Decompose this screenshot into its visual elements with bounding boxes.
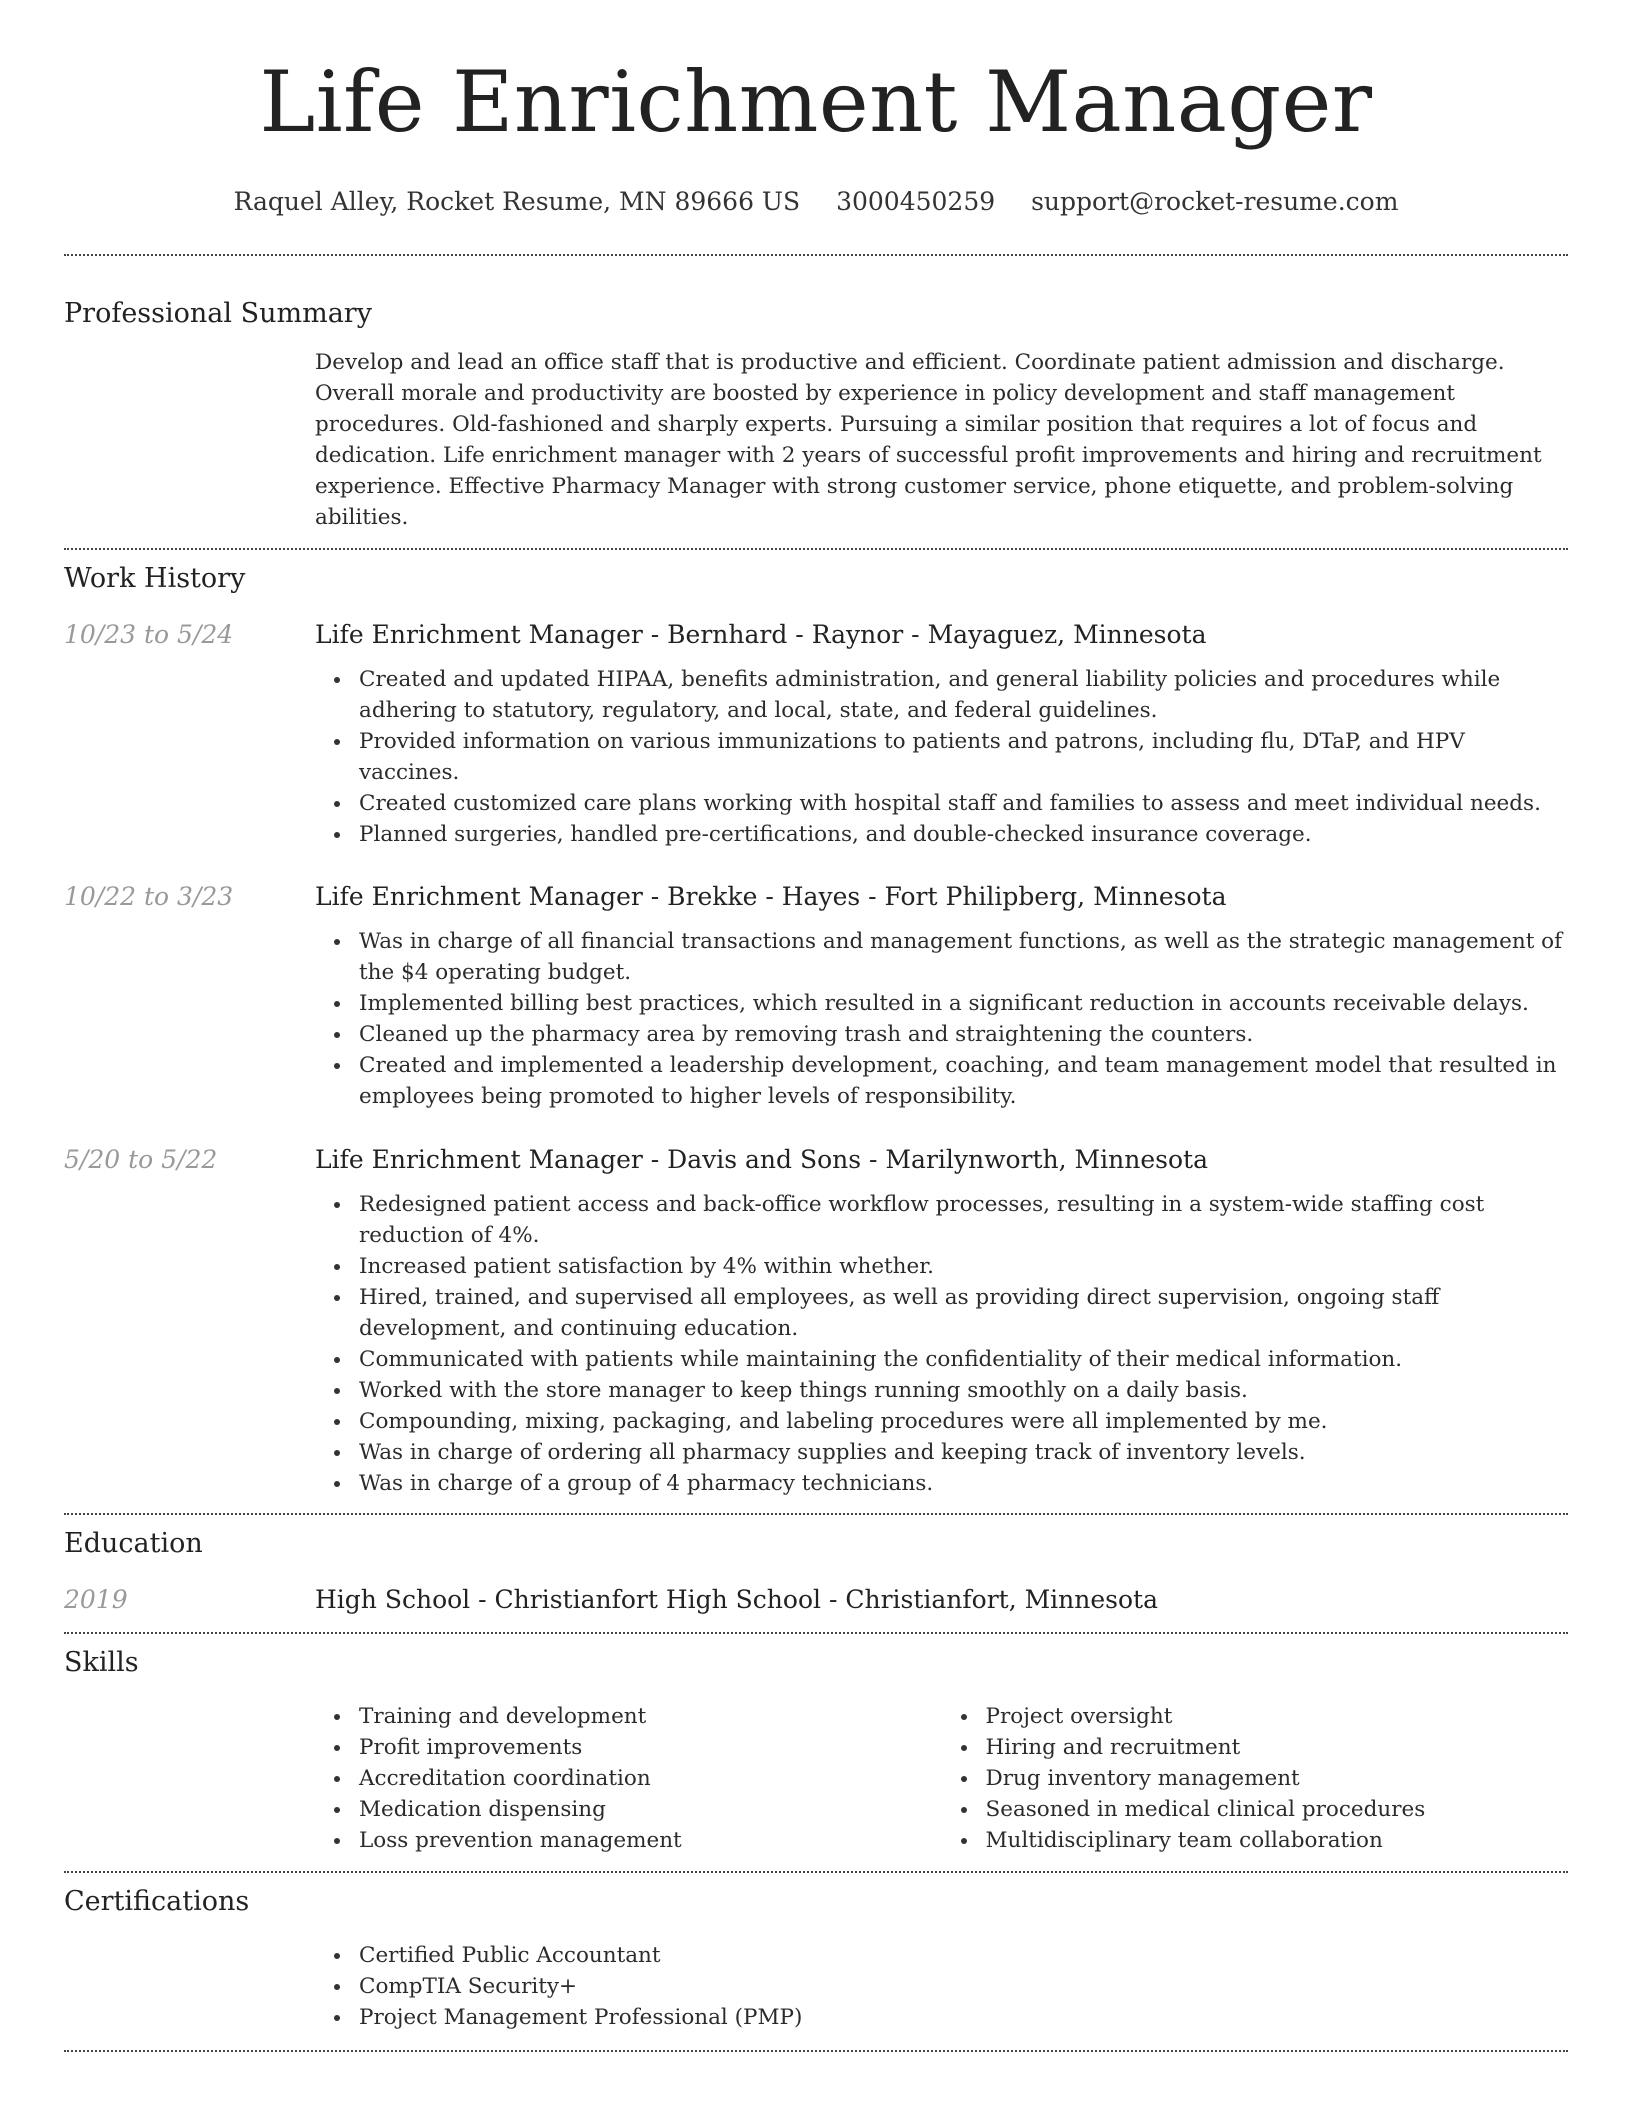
list-item: Loss prevention management (359, 1825, 942, 1856)
work-history-heading: Work History (64, 563, 246, 594)
job-title: Life Enrichment Manager - Davis and Sons - Marilynworth, Minnesota (315, 1145, 1208, 1174)
list-item: Was in charge of a group of 4 pharmacy technicians. (359, 1468, 1568, 1499)
education-entry (64, 1582, 1568, 1618)
summary-text: Develop and lead an office staff that is productive and efficient. Coordinate patient admission and discharge. Overall morale and productivity are boosted by experience in policy development and staff management procedures. Old-fashioned and sharply experts. Pursuing a similar position that requires a lot of focus and dedication. Life enrichment manager with 2 years of successful profit improvements and hiring and recruitment experience. Effective Pharmacy Manager with strong customer service, phone etiquette, and problem-solving abilities. (315, 350, 1542, 530)
job-dates: 5/20 to 5/22 (64, 1145, 218, 1174)
list-item: Created and implemented a leadership development, coaching, and team management model that resulted in employees being promoted to higher levels of responsibility. (359, 1050, 1568, 1112)
resume-title: Life Enrichment Manager (259, 53, 1373, 151)
list-item: Planned surgeries, handled pre-certifications, and double-checked insurance coverage. (359, 819, 1568, 850)
list-item: Increased patient satisfaction by 4% within whether. (359, 1251, 1568, 1282)
job-bullets (315, 926, 1568, 1112)
contact-address: Raquel Alley, Rocket Resume, MN 89666 US (233, 187, 801, 216)
job-bullets (315, 1189, 1568, 1499)
divider (64, 1513, 1568, 1515)
list-item: Seasoned in medical clinical procedures (986, 1794, 1569, 1825)
list-item: Created customized care plans working with hospital staff and families to assess and meet individual needs. (359, 788, 1568, 819)
divider (64, 1632, 1568, 1634)
contact-line (64, 186, 1568, 218)
summary-heading: Professional Summary (64, 298, 372, 329)
education-title: High School - Christianfort High School - Christianfort, Minnesota (315, 1585, 1159, 1614)
divider (64, 1871, 1568, 1873)
job-entry (64, 1142, 1568, 1499)
skills-column-right (942, 1701, 1569, 1856)
contact-phone: 3000450259 (836, 187, 996, 216)
list-item: Hired, trained, and supervised all employees, as well as providing direct supervision, ongoing staff development, and continuing education. (359, 1282, 1568, 1344)
job-entry (64, 879, 1568, 1112)
list-item: Created and updated HIPAA, benefits administration, and general liability policies and procedures while adhering to statutory, regulatory, and local, state, and federal guidelines. (359, 664, 1568, 726)
education-year: 2019 (64, 1585, 128, 1614)
skills-column-left (315, 1701, 942, 1856)
list-item: Implemented billing best practices, which resulted in a significant reduction in accounts receivable delays. (359, 988, 1568, 1019)
divider (64, 254, 1568, 256)
list-item: CompTIA Security+ (359, 1971, 1568, 2002)
list-item: Cleaned up the pharmacy area by removing trash and straightening the counters. (359, 1019, 1568, 1050)
list-item: Multidisciplinary team collaboration (986, 1825, 1569, 1856)
list-item: Accreditation coordination (359, 1763, 942, 1794)
job-dates: 10/23 to 5/24 (64, 620, 234, 649)
job-title: Life Enrichment Manager - Bernhard - Raynor - Mayaguez, Minnesota (315, 620, 1207, 649)
list-item: Compounding, mixing, packaging, and labeling procedures were all implemented by me. (359, 1406, 1568, 1437)
list-item: Provided information on various immunizations to patients and patrons, including flu, DTaP, and HPV vaccines. (359, 726, 1568, 788)
list-item: Worked with the store manager to keep things running smoothly on a daily basis. (359, 1375, 1568, 1406)
contact-email: support@rocket-resume.com (1031, 187, 1399, 216)
skills-heading: Skills (64, 1647, 139, 1678)
certifications-list (315, 1940, 1568, 2033)
list-item: Drug inventory management (986, 1763, 1569, 1794)
list-item: Was in charge of all financial transactions and management functions, as well as the strategic management of the $4 operating budget. (359, 926, 1568, 988)
list-item: Profit improvements (359, 1732, 942, 1763)
list-item: Project oversight (986, 1701, 1569, 1732)
job-bullets (315, 664, 1568, 850)
skills-list (315, 1701, 1568, 1856)
job-dates: 10/22 to 3/23 (64, 882, 234, 911)
list-item: Project Management Professional (PMP) (359, 2002, 1568, 2033)
job-title: Life Enrichment Manager - Brekke - Hayes - Fort Philipberg, Minnesota (315, 882, 1227, 911)
list-item: Hiring and recruitment (986, 1732, 1569, 1763)
certifications-heading: Certifications (64, 1886, 250, 1917)
list-item: Training and development (359, 1701, 942, 1732)
list-item: Communicated with patients while maintaining the confidentiality of their medical information. (359, 1344, 1568, 1375)
list-item: Redesigned patient access and back-office workflow processes, resulting in a system-wide staffing cost reduction of 4%. (359, 1189, 1568, 1251)
divider (64, 548, 1568, 550)
list-item: Medication dispensing (359, 1794, 942, 1825)
divider (64, 2050, 1568, 2052)
education-heading: Education (64, 1528, 203, 1559)
resume-page (64, 0, 1568, 2052)
list-item: Was in charge of ordering all pharmacy supplies and keeping track of inventory levels. (359, 1437, 1568, 1468)
job-entry (64, 617, 1568, 850)
list-item: Certified Public Accountant (359, 1940, 1568, 1971)
